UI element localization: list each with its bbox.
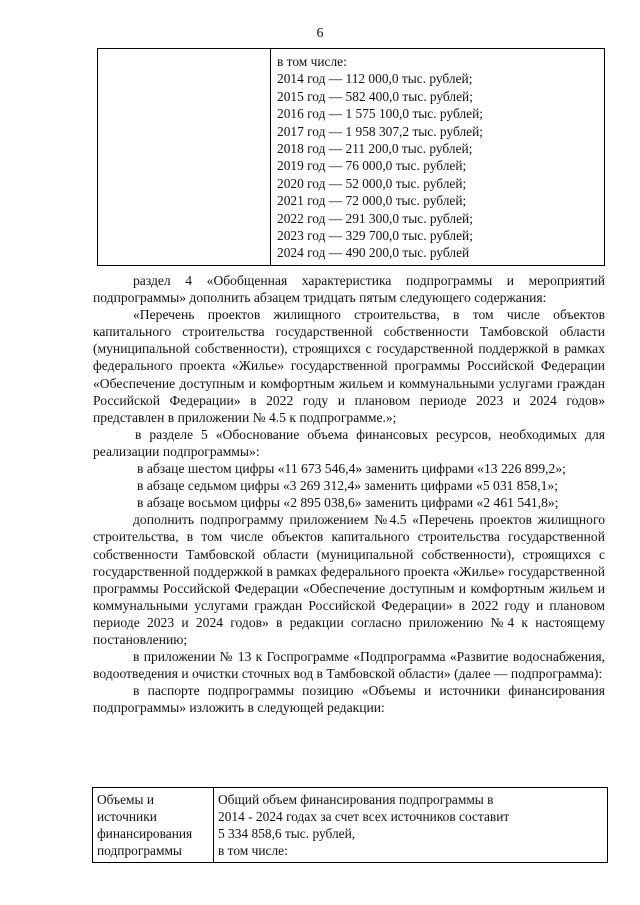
budget-line-2021: 2021 год — 72 000,0 тыс. рублей; bbox=[277, 193, 467, 209]
budget-line-2016: 2016 год — 1 575 100,0 тыс. рублей; bbox=[277, 106, 483, 122]
budget-line-2024: 2024 год — 490 200,0 тыс. рублей bbox=[277, 245, 470, 261]
paragraph-project-list: «Перечень проектов жилищного строительства, в том числе объектов капитального строительства государственной собственности Тамбовской области (муниципальной собственности), строящихся с государственной поддержкой в рамках федерального проекта «Жилье» государственной программы Российской Федерации «Обеспечение доступным и комфортным жильем и коммунальными услугами граждан Российской Федерации» в 2022 году и плановом периоде 2023 и 2024 годов» представлен в приложении № 4.5 к подпрограмме.»; bbox=[93, 307, 605, 425]
paragraph-passport: в паспорте подпрограммы позицию «Объемы и источники финансирования подпрограммы» изложить в следующей редакции: bbox=[93, 683, 605, 716]
paragraph-abzac-8: в абзаце восьмом цифры «2 895 038,6» заменить цифрами «2 461 541,8»; bbox=[137, 495, 559, 511]
paragraph-abzac-6: в абзаце шестом цифры «11 673 546,4» заменить цифрами «13 226 899,2»; bbox=[137, 461, 566, 477]
passport-right-cell bbox=[214, 788, 608, 863]
paragraph-appendix-4-5: дополнить подпрограмму приложением №4.5 «Перечень проектов жилищного строительства, в том числе объектов капитального строительства государственной собственности Тамбовской области (муниципальной собственности), строящихся с государственной поддержкой в рамках федерального проекта «Жилье» государственной программы Российской Федерации «Обеспечение доступным и комфортным жильем и коммунальными услугами граждан Российской Федерации» в 2022 году и плановом периоде 2023 и 2024 годов» в редакции согласно приложению №4 к настоящему постановлению; bbox=[93, 512, 605, 647]
document-body bbox=[93, 272, 605, 716]
passport-line: Общий объем финансирования подпрограммы в bbox=[218, 792, 494, 807]
passport-table bbox=[92, 787, 608, 863]
paragraph-section-4: раздел 4 «Обобщенная характеристика подпрограммы и мероприятий подпрограммы» дополнить абзацем тридцать пятым следующего содержания: bbox=[93, 273, 605, 306]
passport-line: 2014 - 2024 годах за счет всех источников составит bbox=[218, 809, 510, 825]
paragraph-appendix-13: в приложении № 13 к Госпрограмме «Подпрограмма «Развитие водоснабжения, водоотведения и очистки сточных вод в Тамбовской области» (далее — подпрограмма): bbox=[93, 649, 605, 682]
budget-table-left-cell bbox=[98, 49, 271, 266]
budget-table-right-cell bbox=[271, 49, 605, 266]
passport-line: в том числе: bbox=[218, 843, 288, 859]
budget-line-2015: 2015 год — 582 400,0 тыс. рублей; bbox=[277, 88, 473, 104]
budget-line: в том числе: bbox=[277, 54, 347, 69]
budget-line-2014: 2014 год — 112 000,0 тыс. рублей; bbox=[277, 71, 473, 87]
budget-line-2019: 2019 год — 76 000,0 тыс. рублей; bbox=[277, 158, 467, 174]
paragraph-abzac-7: в абзаце седьмом цифры «3 269 312,4» заменить цифрами «5 031 858,1»; bbox=[137, 478, 558, 494]
budget-line-2022: 2022 год — 291 300,0 тыс. рублей; bbox=[277, 210, 473, 226]
budget-table bbox=[97, 48, 605, 266]
page-number: 6 bbox=[316, 26, 324, 41]
passport-line: 5 334 858,6 тыс. рублей, bbox=[218, 826, 356, 842]
passport-left-cell: Объемы и источники финансирования подпрограммы bbox=[93, 788, 214, 863]
budget-line-2018: 2018 год — 211 200,0 тыс. рублей; bbox=[277, 141, 473, 157]
paragraph-section-5: в разделе 5 «Обоснование объема финансовых ресурсов, необходимых для реализации подпрограммы»: bbox=[93, 426, 605, 459]
budget-line-2020: 2020 год — 52 000,0 тыс. рублей; bbox=[277, 175, 467, 191]
budget-line-2017: 2017 год — 1 958 307,2 тыс. рублей; bbox=[277, 123, 483, 139]
budget-line-2023: 2023 год — 329 700,0 тыс. рублей; bbox=[277, 228, 473, 244]
